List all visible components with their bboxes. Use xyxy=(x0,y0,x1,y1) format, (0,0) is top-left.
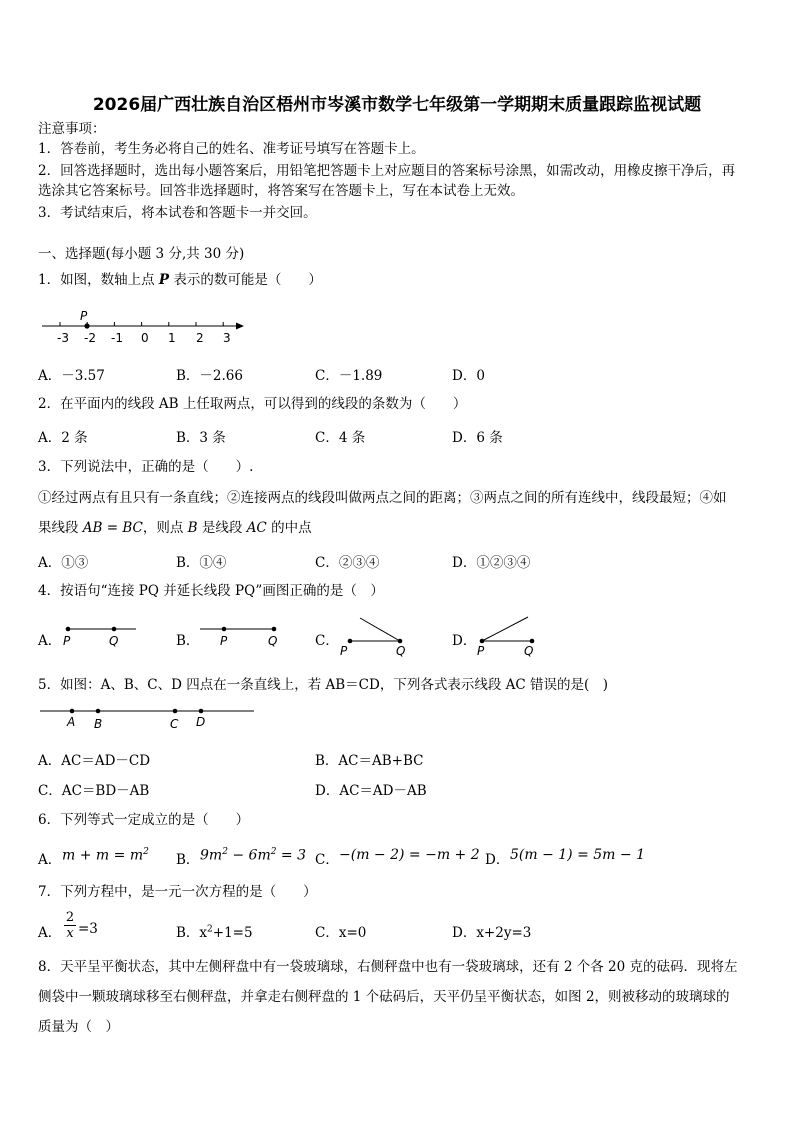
q2-option-d: D．6 条 xyxy=(452,430,503,446)
q3-math-ab-bc: AB = BC xyxy=(82,520,143,536)
q2-option-c: C．4 条 xyxy=(315,430,366,446)
question-1-text xyxy=(38,271,322,289)
q2-option-b: B．3 条 xyxy=(176,430,226,446)
q7-fraction-denominator: x xyxy=(64,925,76,941)
q3-line2-mid: ，则点 xyxy=(142,520,188,536)
q5-point-b: B xyxy=(94,717,103,731)
notice-item-2-line-1: 2．回答选择题时，选出每小题答案后，用铅笔把答题卡上对应题目的答案标号涂黑，如需改动，用橡皮擦干净后，再 xyxy=(38,163,736,179)
tick-label-neg3: -3 xyxy=(57,331,69,345)
q3-option-b: B．①④ xyxy=(176,555,227,571)
q4-option-c-label: C． xyxy=(315,633,339,649)
question-6-text: 6．下列等式一定成立的是（ ） xyxy=(38,812,250,828)
q7-option-d: D．x+2y=3 xyxy=(452,925,532,941)
q4a-p-label: P xyxy=(63,634,71,648)
q4d-p-label: P xyxy=(477,644,485,658)
q3-var-b: B xyxy=(187,520,198,536)
tick-label-1: 1 xyxy=(168,331,176,345)
q4a-q-label: Q xyxy=(109,634,119,648)
q4c-q-label: Q xyxy=(396,644,406,658)
q7-option-a-label: A． xyxy=(38,925,62,941)
point-p xyxy=(84,323,89,328)
q4-option-a-label: A． xyxy=(38,633,62,649)
question-8-line-1: 8．天平呈平衡状态，其中左侧秤盘中有一袋玻璃球，右侧秤盘中也有一袋玻璃球，还有 2 个各 20 克的砝码．现将左 xyxy=(38,959,738,975)
q1-option-b: B．－2.66 xyxy=(176,368,243,384)
q3-option-a: A．①③ xyxy=(38,555,89,571)
q3-option-c: C．②③④ xyxy=(315,555,380,571)
q4-option-c-figure xyxy=(336,612,416,658)
section-heading: 一、选择题(每小题 3 分,共 30 分) xyxy=(38,246,245,262)
q5-point-a: A xyxy=(67,715,76,729)
notice-heading: 注意事项： xyxy=(38,121,106,137)
q4d-q-label: Q xyxy=(524,644,534,658)
q5-point-c: C xyxy=(170,717,179,731)
q5-line-figure xyxy=(38,704,260,732)
q5-option-b: B．AC＝AB+BC xyxy=(315,753,424,769)
question-5-text: 5．如图：A、B、C、D 四点在一条直线上，若 AB＝CD，下列各式表示线段 AC 错误的是( ) xyxy=(38,677,609,693)
q6-option-d-expr: 5(m − 1) = 5m − 1 xyxy=(510,847,645,863)
q3-line2-mid2: 是线段 xyxy=(197,520,247,536)
q3-option-d: D．①②③④ xyxy=(452,555,531,571)
notice-item-1: 1．答卷前，考生务必将自己的姓名、准考证号填写在答题卡上。 xyxy=(38,141,425,157)
q5-point-d: D xyxy=(196,715,206,729)
question-4-text: 4．按语句“连接 PQ 并延长线段 PQ”画图正确的是（ ） xyxy=(38,583,384,599)
q6-option-a-expr xyxy=(62,847,149,864)
q6-option-a-label: A． xyxy=(38,852,62,868)
point-p-label: P xyxy=(80,309,88,323)
q1-option-a: A．－3.57 xyxy=(38,368,105,384)
q6b-part2: − 6m xyxy=(227,847,271,864)
question-7-text: 7．下列方程中，是一元一次方程的是（ ） xyxy=(38,884,317,900)
q4b-q-label: Q xyxy=(268,634,278,648)
question-3-text: 3．下列说法中，正确的是（ ）. xyxy=(38,459,254,475)
q6a-expr-sup: 2 xyxy=(143,847,149,857)
q4c-p-label: P xyxy=(340,644,348,658)
tick-label-neg1: -1 xyxy=(111,331,123,345)
q3-line2-pre: 果线段 xyxy=(38,520,83,536)
page-title: 2026届广西壮族自治区梧州市岑溪市数学七年级第一学期期末质量跟踪监视试题 xyxy=(92,95,702,115)
notice-item-2-line-2: 选涂其它答案标号。回答非选择题时，将答案写在答题卡上，写在本试卷上无效。 xyxy=(38,183,524,199)
question-3-statements-line-2 xyxy=(38,519,312,537)
q6b-part3: = 3 xyxy=(276,847,307,864)
q1-option-d: D．0 xyxy=(452,368,485,384)
q4-option-d-figure xyxy=(474,612,554,658)
q6a-expr-main: m + m = m xyxy=(62,847,144,864)
q4-option-a-figure xyxy=(60,618,140,650)
q2-option-a: A．2 条 xyxy=(38,430,88,446)
q4-option-d-label: D． xyxy=(452,633,477,649)
q4-option-b-figure xyxy=(196,618,286,650)
q7-option-c: C．x=0 xyxy=(315,925,367,941)
q6b-sup2: 2 xyxy=(270,847,277,857)
q7b-pre: x xyxy=(199,925,208,941)
q7-option-b xyxy=(176,921,253,941)
q4-option-b-label: B． xyxy=(176,633,200,649)
question-8-line-2: 侧袋中一颗玻璃球移至右侧秤盘，并拿走右侧秤盘的 1 个砝码后，天平仍呈平衡状态，如图 2，则被移动的玻璃球的 xyxy=(38,989,730,1005)
q4b-p-label: P xyxy=(220,634,228,648)
tick-label-0: 0 xyxy=(141,331,149,345)
q5-option-a: A．AC＝AD－CD xyxy=(38,753,151,769)
q5-option-d: D．AC＝AD－AB xyxy=(315,783,427,799)
q6-option-c-expr: −(m − 2) = −m + 2 xyxy=(339,847,480,863)
q6b-sup1: 2 xyxy=(222,847,228,857)
question-2-text: 2．在平面内的线段 AB 上任取两点，可以得到的线段的条数为（ ） xyxy=(38,396,467,412)
q3-line2-post: 的中点 xyxy=(266,520,312,536)
question-1-var: P xyxy=(158,272,170,288)
q7-fraction xyxy=(64,910,76,941)
q6-option-c-label: C． xyxy=(315,852,339,868)
question-3-statements-line-1: ①经过两点有且只有一条直线；②连接两点的线段叫做两点之间的距离；③两点之间的所有连线中，线段最短；④如 xyxy=(38,490,727,506)
notice-item-3: 3．考试结束后，将本试卷和答题卡一并交回。 xyxy=(38,205,317,221)
question-1-pre: 1．如图，数轴上点 xyxy=(38,272,159,288)
tick-label-3: 3 xyxy=(223,331,231,345)
tick-label-neg2: -2 xyxy=(84,331,96,345)
question-8-line-3: 质量为（ ） xyxy=(38,1019,119,1035)
number-line-figure xyxy=(38,306,248,346)
q1-option-c: C．－1.89 xyxy=(315,368,383,384)
q7-option-b-label: B． xyxy=(176,925,200,941)
q3-math-ac: AC xyxy=(246,520,267,536)
q6-option-b-expr xyxy=(200,847,306,864)
q7-fraction-numerator: 2 xyxy=(65,910,75,925)
q7b-post: +1=5 xyxy=(212,925,253,941)
q6-option-b-label: B． xyxy=(176,852,200,868)
q7b-sup: 2 xyxy=(207,924,213,935)
q6-option-d-label: D． xyxy=(485,852,510,868)
q6b-part1: 9m xyxy=(200,847,223,864)
tick-label-2: 2 xyxy=(196,331,204,345)
q7-option-a-rest: =3 xyxy=(78,921,98,937)
q5-option-c: C．AC＝BD－AB xyxy=(38,783,150,799)
question-1-post: 表示的数可能是（ ） xyxy=(169,272,322,288)
